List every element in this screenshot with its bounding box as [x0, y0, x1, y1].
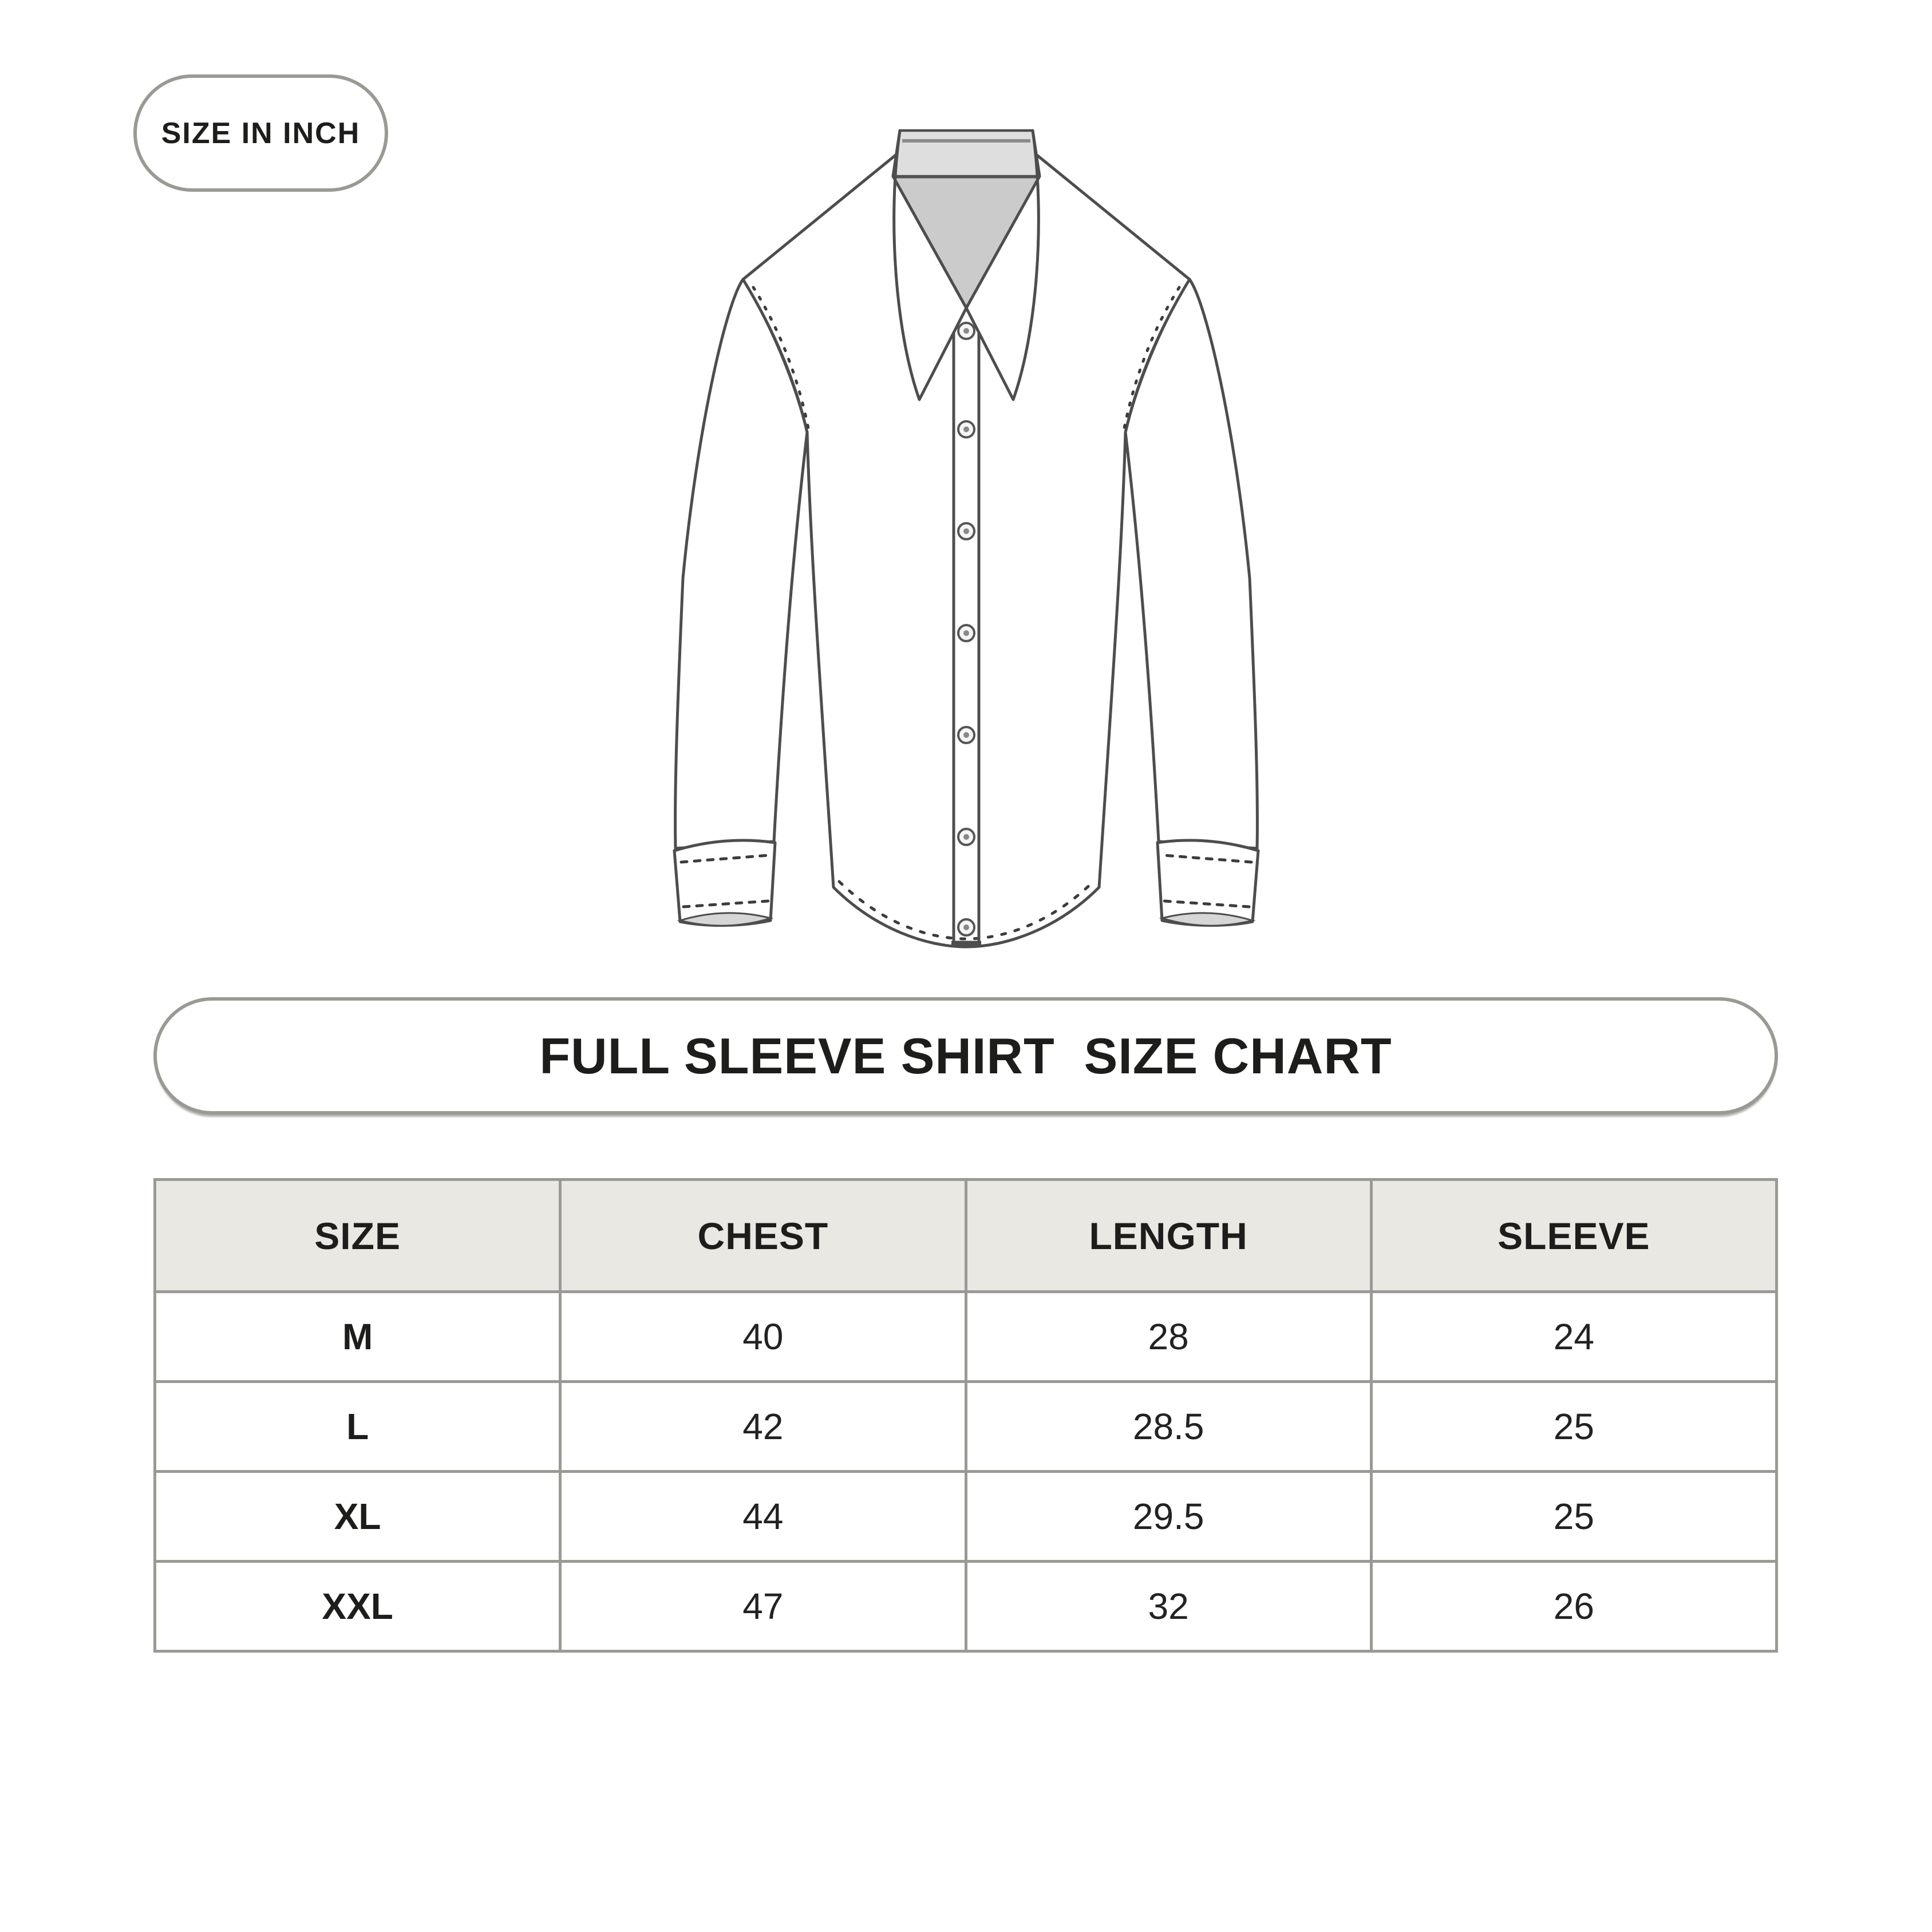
column-header-size: SIZE [155, 1180, 560, 1292]
table-row [155, 1382, 1777, 1472]
size-cell: L [155, 1382, 560, 1472]
chest-cell: 42 [560, 1382, 966, 1472]
table-row [155, 1472, 1777, 1562]
table-row [155, 1292, 1777, 1382]
collar-band [893, 131, 1040, 176]
length-cell: 29.5 [966, 1472, 1371, 1562]
sleeve-cell: 24 [1371, 1292, 1776, 1382]
shirt-illustration [657, 109, 1275, 973]
chest-cell: 44 [560, 1472, 966, 1562]
column-header-chest: CHEST [560, 1180, 966, 1292]
size-unit-badge [133, 74, 388, 192]
size-chart-table [153, 1178, 1778, 1653]
size-unit-badge-label: SIZE IN INCH [161, 116, 361, 150]
column-header-sleeve: SLEEVE [1371, 1180, 1776, 1292]
size-cell: XXL [155, 1562, 560, 1652]
length-cell: 28.5 [966, 1382, 1371, 1472]
table-row [155, 1562, 1777, 1652]
chest-cell: 47 [560, 1562, 966, 1652]
size-cell: M [155, 1292, 560, 1382]
column-header-length: LENGTH [966, 1180, 1371, 1292]
sleeve-cell: 25 [1371, 1472, 1776, 1562]
size-cell: XL [155, 1472, 560, 1562]
size-chart-title: FULL SLEEVE SHIRT SIZE CHART [539, 1027, 1392, 1084]
length-cell: 32 [966, 1562, 1371, 1652]
chest-cell: 40 [560, 1292, 966, 1382]
size-chart-title-banner [153, 997, 1778, 1115]
length-cell: 28 [966, 1292, 1371, 1382]
shirt-illustration-svg [657, 109, 1275, 973]
sleeve-cell: 25 [1371, 1382, 1776, 1472]
table-header-row [155, 1180, 1777, 1292]
sleeve-cell: 26 [1371, 1562, 1776, 1652]
